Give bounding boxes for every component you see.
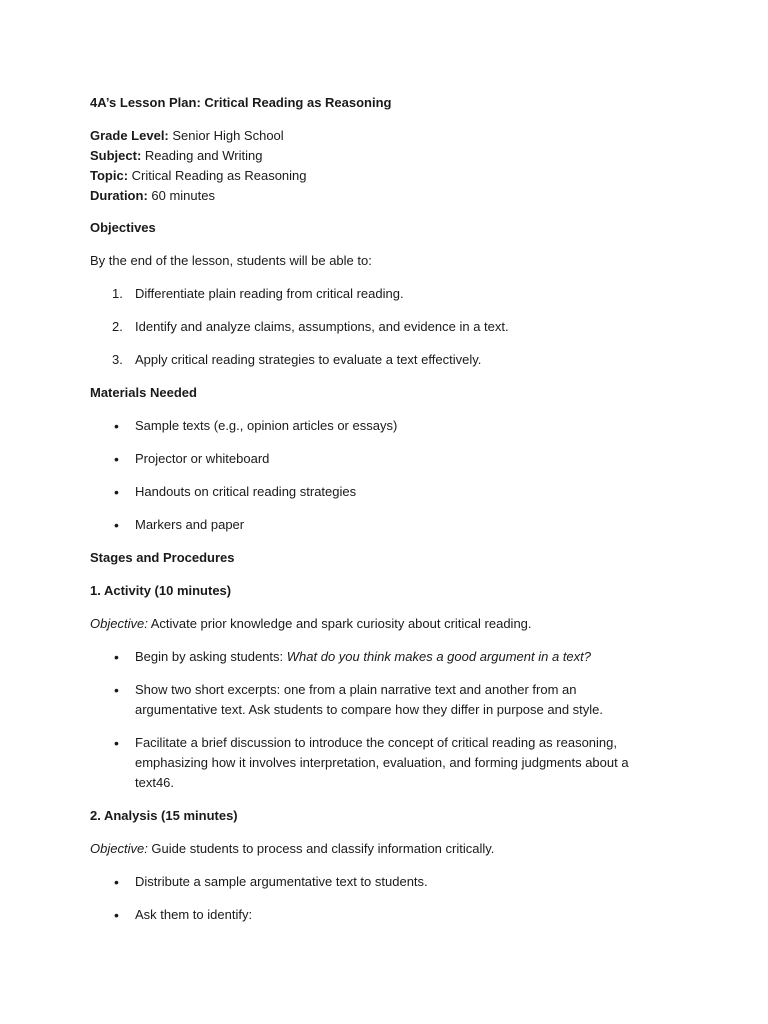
list-item-text: Handouts on critical reading strategies — [135, 484, 357, 499]
list-item-text: Sample texts (e.g., opinion articles or essays) — [135, 418, 398, 433]
list-item — [90, 872, 690, 892]
subject-value: Reading and Writing — [141, 148, 263, 163]
document-page — [90, 93, 690, 938]
bullet-icon: • — [114, 418, 119, 434]
duration-value: 60 minutes — [147, 188, 215, 203]
list-item-text: Markers and paper — [135, 517, 245, 532]
bullet-icon: • — [114, 517, 119, 533]
objectives-list — [90, 284, 690, 370]
bullet-icon: • — [114, 874, 119, 890]
duration-label: Duration: — [90, 188, 148, 203]
list-item-text: Apply critical reading strategies to evaluate a text effectively. — [135, 352, 482, 367]
list-item — [90, 449, 690, 469]
bullet-icon: • — [114, 907, 119, 923]
grade-level-label: Grade Level: — [90, 128, 169, 143]
list-item — [90, 733, 645, 793]
list-item — [90, 350, 690, 370]
stages-heading: Stages and Procedures — [90, 550, 235, 565]
list-item-question: What do you think makes a good argument in a text? — [286, 649, 591, 664]
objectives-heading: Objectives — [90, 220, 156, 235]
bullet-icon: • — [114, 649, 119, 665]
bullet-icon: • — [114, 451, 119, 467]
list-item-text: Show two short excerpts: one from a plain narrative text and another from an argumentative text. Ask students to compare how they differ in purpose and style. — [135, 682, 604, 717]
list-item-text: Identify and analyze claims, assumptions, and evidence in a text. — [135, 319, 509, 334]
topic-line — [90, 166, 690, 186]
activity-objective — [90, 614, 690, 634]
list-item-text: Projector or whiteboard — [135, 451, 270, 466]
grade-level-value: Senior High School — [168, 128, 284, 143]
list-item-text: Distribute a sample argumentative text to students. — [135, 874, 428, 889]
list-item-text: Begin by asking students: — [135, 649, 287, 664]
bullet-icon: • — [114, 735, 119, 751]
list-item — [90, 416, 690, 436]
analysis-objective-text: Guide students to process and classify information critically. — [147, 841, 495, 856]
activity-heading: 1. Activity (10 minutes) — [90, 583, 232, 598]
subject-label: Subject: — [90, 148, 142, 163]
analysis-list — [90, 872, 690, 925]
list-number: 2. — [112, 319, 123, 334]
list-number: 1. — [112, 286, 123, 301]
list-item — [90, 680, 645, 720]
topic-label: Topic: — [90, 168, 129, 183]
list-item — [90, 647, 645, 667]
activity-list — [90, 647, 645, 793]
document-title: 4A’s Lesson Plan: Critical Reading as Reasoning — [90, 95, 392, 110]
materials-heading: Materials Needed — [90, 385, 197, 400]
activity-objective-text: Activate prior knowledge and spark curiosity about critical reading. — [147, 616, 532, 631]
analysis-objective — [90, 839, 690, 859]
grade-level-line — [90, 126, 690, 146]
bullet-icon: • — [114, 682, 119, 698]
list-item — [90, 317, 690, 337]
list-item — [90, 515, 690, 535]
analysis-heading: 2. Analysis (15 minutes) — [90, 808, 238, 823]
subject-line — [90, 146, 690, 166]
activity-objective-label: Objective: — [90, 616, 148, 631]
list-item — [90, 905, 690, 925]
objectives-intro: By the end of the lesson, students will be able to: — [90, 253, 372, 268]
list-item — [90, 284, 690, 304]
duration-line — [90, 186, 690, 206]
list-item-text: Facilitate a brief discussion to introduce the concept of critical reading as reasoning, emphasizing how it involves interpretation, evaluation, and forming judgments about a text46. — [135, 735, 629, 790]
materials-list — [90, 416, 690, 535]
topic-value: Critical Reading as Reasoning — [128, 168, 307, 183]
bullet-icon: • — [114, 484, 119, 500]
list-item-text: Ask them to identify: — [135, 907, 253, 922]
list-item — [90, 482, 690, 502]
list-number: 3. — [112, 352, 123, 367]
list-item-text: Differentiate plain reading from critical reading. — [135, 286, 404, 301]
analysis-objective-label: Objective: — [90, 841, 148, 856]
